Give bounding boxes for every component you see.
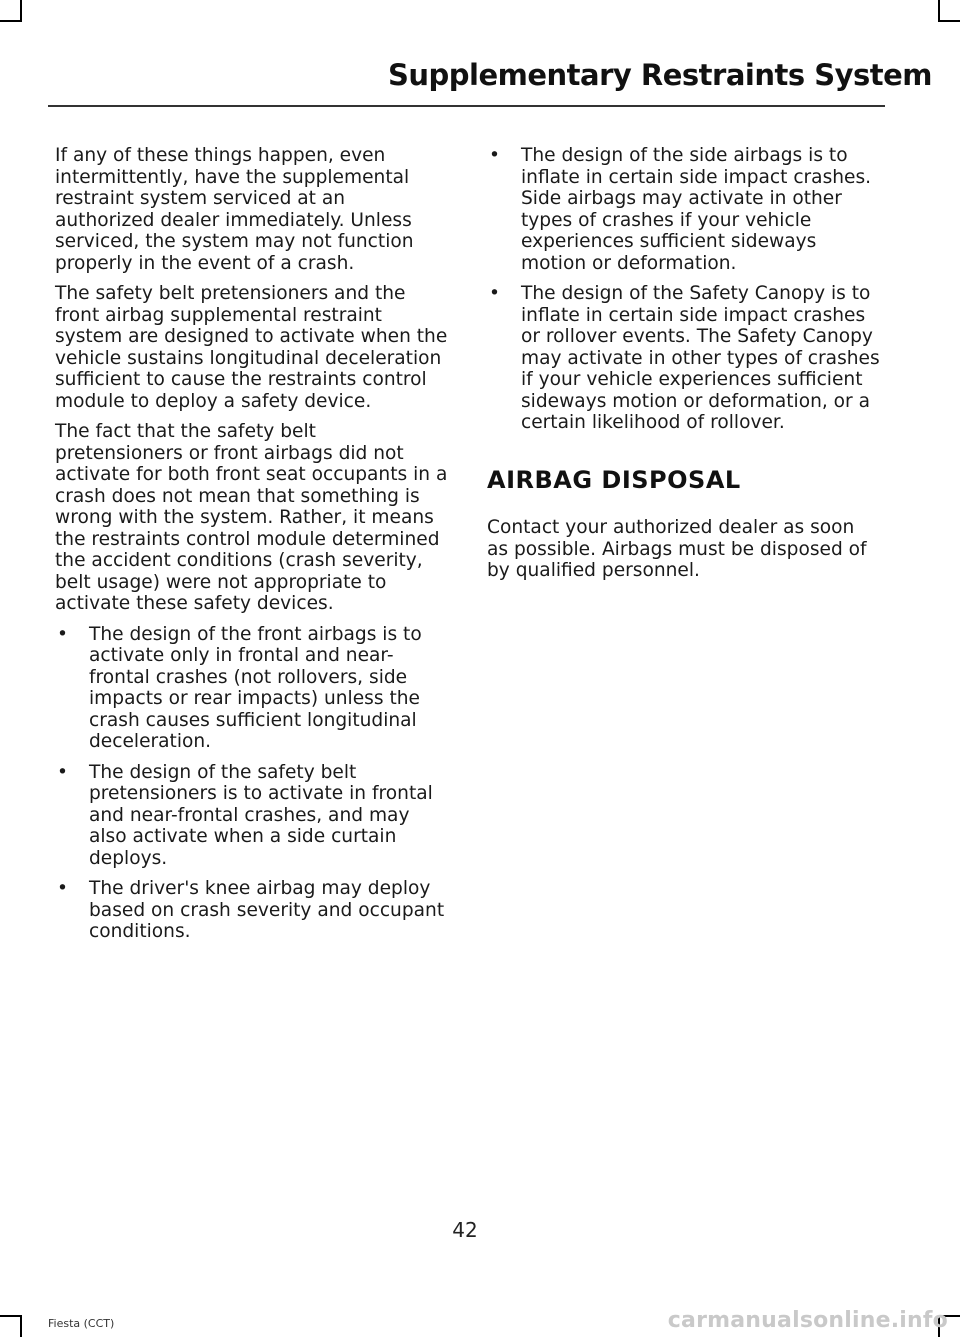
right-column xyxy=(487,145,881,591)
list-item xyxy=(487,283,881,434)
paragraph: The fact that the safety belt pretensioners or front airbags did not activate for both front seat occupants in a crash does not mean that something is wrong with the system. Rather, it means the restraints control module determined the accident conditions (crash severity, belt usage) were not appropriate to activate these safety devices. xyxy=(55,421,448,614)
list-item xyxy=(55,624,449,753)
page-title: Supplementary Restraints System xyxy=(387,58,932,92)
bullet-icon: • xyxy=(489,145,500,166)
bullet-list xyxy=(487,145,881,434)
paragraph: Contact your authorized dealer as soon as possible. Airbags must be disposed of by qualified personnel. xyxy=(487,517,867,581)
crop-mark-top-right xyxy=(938,20,960,22)
header-divider xyxy=(48,105,885,107)
crop-mark-bottom-left xyxy=(0,1315,22,1317)
left-column xyxy=(55,145,449,952)
page-number: 42 xyxy=(452,1218,478,1242)
paragraph: If any of these things happen, even intermittently, have the supplemental restraint system serviced at an authorized dealer immediately. Unless serviced, the system may not function properly in the event of a crash. xyxy=(55,145,414,274)
list-item-text: The design of the front airbags is to activate only in frontal and near-frontal crashes (not rollovers, side impacts or rear impacts) unless the crash causes sufficient longitudinal deceleration. xyxy=(89,623,422,752)
crop-mark-top-left xyxy=(0,20,22,22)
bullet-icon: • xyxy=(57,761,68,783)
list-item xyxy=(55,762,449,870)
list-item xyxy=(55,878,449,943)
crop-mark-bottom-left xyxy=(20,1315,22,1337)
list-item-text: The design of the safety belt pretensioners is to activate in frontal and near-frontal crashes, and may also activate when a side curtain deploys. xyxy=(89,761,433,869)
bullet-icon: • xyxy=(57,878,68,899)
section-heading: AIRBAG DISPOSAL xyxy=(487,465,741,494)
paragraph: The safety belt pretensioners and the front airbag supplemental restraint system are designed to activate when the vehicle sustains longitudinal deceleration sufficient to cause the restraints control module to deploy a safety device. xyxy=(55,283,448,412)
bullet-icon: • xyxy=(489,283,500,304)
watermark: carmanualsonline.info xyxy=(667,1308,948,1333)
list-item-text: The design of the Safety Canopy is to inflate in certain side impact crashes or rollover events. The Safety Canopy may activate in other types of crashes if your vehicle experiences sufficient sideways motion or deformation, or a certain likelihood of rollover. xyxy=(521,283,880,433)
model-label: Fiesta (CCT) xyxy=(48,1317,115,1330)
list-item-text: The driver's knee airbag may deploy based on crash severity and occupant conditions. xyxy=(89,878,445,942)
crop-mark-top-right xyxy=(938,0,940,22)
crop-mark-top-left xyxy=(20,0,22,22)
bullet-list xyxy=(55,624,449,943)
list-item-text: The design of the side airbags is to inflate in certain side impact crashes. Side airbags may activate in other types of crashes if your vehicle experiences sufficient sideways motion or deformation. xyxy=(521,145,872,274)
list-item xyxy=(487,145,881,274)
bullet-icon: • xyxy=(57,623,68,645)
